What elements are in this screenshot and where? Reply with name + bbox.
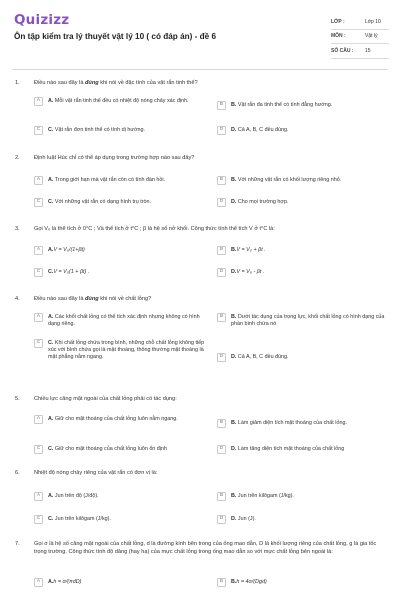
option-label: A. <box>48 314 54 320</box>
option-a[interactable] <box>34 314 206 328</box>
option-letter-box: A <box>34 492 43 501</box>
option-body: Trong giới hạn mà vật rắn còn có tính đàn hồi. <box>53 177 166 183</box>
option-c[interactable] <box>34 127 206 135</box>
option-a[interactable] <box>34 177 214 185</box>
question-text-part: Điều nào sau đây là <box>34 296 85 302</box>
option-text <box>48 127 206 134</box>
option-text <box>48 516 206 523</box>
option-letter-box: A <box>34 313 43 322</box>
option-body: Giữ cho mặt thoáng của chất lỏng luôn ổn định <box>53 446 167 452</box>
meta-row-class <box>331 15 389 30</box>
option-text <box>48 199 214 206</box>
option-body: Cả A, B, C đều đúng. <box>236 127 289 133</box>
option-label: B. <box>231 420 237 426</box>
option-a[interactable] <box>34 98 206 106</box>
option-letter-box: C <box>34 126 43 135</box>
option-c[interactable] <box>34 199 214 207</box>
option-d[interactable] <box>217 446 395 454</box>
option-letter-box: C <box>34 198 43 207</box>
question-number: 2. <box>15 155 20 161</box>
option-text <box>231 127 389 134</box>
option-letter-box: A <box>34 97 43 106</box>
question-number: 5. <box>15 396 20 402</box>
option-text <box>231 493 389 500</box>
quizizz-logo: Quizizz <box>14 12 70 28</box>
option-letter-box: C <box>34 445 43 454</box>
option-label: B. <box>231 247 237 253</box>
option-label: D. <box>231 199 237 205</box>
formula-text: V = V₀ + βt . <box>236 247 266 253</box>
option-text <box>48 314 206 328</box>
option-body: Làm giảm diện tích mặt thoáng của chất lỏng. <box>236 420 347 426</box>
option-d[interactable] <box>217 269 389 277</box>
page-title: Ôn tập kiểm tra lý thuyết vật lý 10 ( có đáp án) - đề 6 <box>14 32 217 41</box>
option-body: Vật rắn đơn tinh thể có tính dị hướng. <box>53 127 145 133</box>
option-label: D. <box>231 269 237 275</box>
option-b[interactable] <box>217 247 389 255</box>
question-text: Nhiệt độ nóng chảy riêng của vật rắn có đơn vị là: <box>34 470 158 476</box>
meta-row-count <box>331 44 389 59</box>
option-text <box>48 416 206 423</box>
option-letter-box: D <box>217 445 226 454</box>
option-letter-box: B <box>217 578 226 587</box>
option-body: Jun trên kilôgam (J/kg). <box>53 516 111 522</box>
option-letter-box: B <box>217 419 226 428</box>
header-divider <box>12 69 388 70</box>
option-b[interactable] <box>217 579 389 587</box>
option-b[interactable] <box>217 177 392 185</box>
question-number: 7. <box>15 541 20 547</box>
question-number: 6. <box>15 470 20 476</box>
question-text: Định luật Húc chỉ có thể áp dụng trong trường hợp nào sau đây? <box>34 155 195 161</box>
option-text <box>231 314 389 328</box>
option-body: Làm tăng diện tích mặt thoáng của chất lỏng <box>236 446 345 452</box>
option-c[interactable] <box>34 446 212 454</box>
option-label: B. <box>231 579 237 585</box>
question-text <box>34 296 386 304</box>
option-text <box>48 493 206 500</box>
formula-text: V = V₀(1 + βt) . <box>53 269 90 275</box>
option-b[interactable] <box>217 493 389 501</box>
meta-value: 15 <box>365 47 371 54</box>
option-label: A. <box>48 247 54 253</box>
meta-row-subject <box>331 30 389 45</box>
option-label: A. <box>48 416 54 422</box>
option-letter-box: D <box>217 515 226 524</box>
option-d[interactable] <box>217 354 389 362</box>
option-body: Jun trên độ (J/độ). <box>53 493 99 499</box>
option-body: Khi chất lỏng chứa trong bình, những chỗ chất lỏng không tiếp xúc với bình chứa gọi là mặt thoáng, thông thường mặt thoáng là mặt phẳng nằm ngang. <box>48 340 205 360</box>
question-number: 1. <box>15 80 20 86</box>
question-text-part: khi nói về chất lỏng? <box>98 296 152 302</box>
formula-text: V = V₀ - βt . <box>236 269 265 275</box>
option-text <box>48 446 212 453</box>
option-letter-box: C <box>34 268 43 277</box>
option-label: B. <box>231 102 237 108</box>
option-body: Cả A, B, C đều đúng. <box>236 354 289 360</box>
option-label: B. <box>231 493 237 499</box>
option-c[interactable] <box>34 516 206 524</box>
option-a[interactable] <box>34 416 206 424</box>
option-letter-box: C <box>34 339 43 348</box>
option-label: D. <box>231 127 237 133</box>
question-text <box>34 80 386 88</box>
question-number: 3. <box>15 226 20 232</box>
option-text <box>231 579 389 586</box>
option-d[interactable] <box>217 127 389 135</box>
question-emphasis: đúng <box>85 296 99 302</box>
option-letter-box: A <box>34 176 43 185</box>
option-a[interactable] <box>34 247 206 255</box>
option-letter-box: B <box>217 492 226 501</box>
option-letter-box: A <box>34 415 43 424</box>
option-body: Dưới tác dụng của trọng lực, khối chất lỏng có hình dạng của phần bình chứa nó <box>231 314 385 327</box>
option-letter-box: D <box>217 353 226 362</box>
option-b[interactable] <box>217 102 389 110</box>
question-text: Chiều lực căng mặt ngoài của chất lỏng phải có tác dụng: <box>34 396 177 402</box>
formula-text: V = V₀/(1+βt) <box>53 247 85 253</box>
meta-table <box>331 15 389 59</box>
option-label: B. <box>231 177 237 183</box>
option-letter-box: B <box>217 176 226 185</box>
option-text <box>231 354 389 361</box>
option-label: C. <box>48 199 54 205</box>
option-body: Với những vật rắn có khối lượng riêng nhỏ. <box>236 177 342 183</box>
option-label: C. <box>48 516 54 522</box>
option-label: C. <box>48 269 54 275</box>
option-a[interactable] <box>34 579 206 587</box>
option-label: D. <box>231 354 237 360</box>
option-text <box>231 269 389 276</box>
option-letter-box: D <box>217 126 226 135</box>
option-label: A. <box>48 579 54 585</box>
option-label: A. <box>48 177 54 183</box>
option-letter-box: A <box>34 578 43 587</box>
formula-text: h = 4σ/(Dgd) <box>236 579 267 585</box>
option-body: Với những vật rắn có dạng hình trụ tròn. <box>53 199 152 205</box>
question-text: Gọi V₀ là thể tích ở 0°C ; Và thể tích ở t°C ; β là hệ số nở khối. Công thức tính thể tích V ở t°C là: <box>34 226 275 232</box>
formula-text: h = σ/(πdD) <box>53 579 82 585</box>
meta-label: SỐ CÂU : <box>331 47 354 54</box>
option-label: C. <box>48 340 54 346</box>
option-text <box>231 199 389 206</box>
option-c[interactable] <box>34 340 206 360</box>
question-emphasis: đúng <box>85 80 99 86</box>
option-letter-box: B <box>217 101 226 110</box>
option-letter-box: D <box>217 198 226 207</box>
option-text <box>48 98 206 105</box>
question-text-part: Điều nào sau đây là <box>34 80 85 86</box>
option-body: Cho mọi trường hợp. <box>236 199 289 205</box>
option-body: Vật rắn đa tinh thể có tính đẳng hướng. <box>236 102 333 108</box>
option-label: D. <box>231 446 237 452</box>
option-text <box>48 340 206 360</box>
option-label: C. <box>48 446 54 452</box>
option-text <box>231 247 389 254</box>
question-text-part: khi nói về đặc tính của vật rắn tinh thể? <box>98 80 198 86</box>
option-c[interactable] <box>34 269 206 277</box>
option-text <box>48 177 214 184</box>
question-number: 4. <box>15 296 20 302</box>
option-letter-box: A <box>34 246 43 255</box>
option-body: Jun trên kilôgam (J/kg). <box>236 493 294 499</box>
option-text <box>48 247 206 254</box>
option-text <box>48 269 206 276</box>
option-label: A. <box>48 98 54 104</box>
option-b[interactable] <box>217 314 389 328</box>
option-text <box>231 446 395 453</box>
header <box>0 0 400 68</box>
option-body: Các khối chất lỏng có thể tích xác định nhưng không có hình dạng riêng. <box>48 314 200 327</box>
option-text <box>231 177 392 184</box>
option-letter-box: C <box>34 515 43 524</box>
option-label: D. <box>231 516 237 522</box>
option-label: C. <box>48 127 54 133</box>
option-label: B. <box>231 314 237 320</box>
option-letter-box: D <box>217 268 226 277</box>
meta-label: LỚP : <box>331 18 345 25</box>
option-d[interactable] <box>217 516 389 524</box>
option-text <box>231 420 389 427</box>
option-text <box>48 579 206 586</box>
option-d[interactable] <box>217 199 389 207</box>
option-letter-box: B <box>217 313 226 322</box>
option-label: A. <box>48 493 54 499</box>
meta-label: MÔN : <box>331 33 346 40</box>
option-body: Giữ cho mặt thoáng của chất lỏng luôn nằm ngang. <box>53 416 178 422</box>
option-text <box>231 516 389 523</box>
question-text: Gọi σ là hệ số căng mặt ngoài của chất lỏng, d là đường kính bên trong của ống mao dẫn, D là khối lượng riêng của chất lỏng, g là gia tốc trọng trường. Công thức tính độ dâng (hay hạ) của mực chất lỏng trong ống mao dẫn so với mực chất lỏng bên ngoài là: <box>34 541 377 555</box>
meta-value: Lớp 10 <box>365 18 381 25</box>
option-text <box>231 102 389 109</box>
meta-value: Vật lý <box>365 33 378 40</box>
option-body: Mỗi vật rắn tinh thể đều có nhiệt độ nóng chảy xác định. <box>53 98 189 104</box>
option-a[interactable] <box>34 493 206 501</box>
option-letter-box: B <box>217 246 226 255</box>
option-b[interactable] <box>217 420 389 428</box>
option-body: Jun (J). <box>236 516 256 522</box>
